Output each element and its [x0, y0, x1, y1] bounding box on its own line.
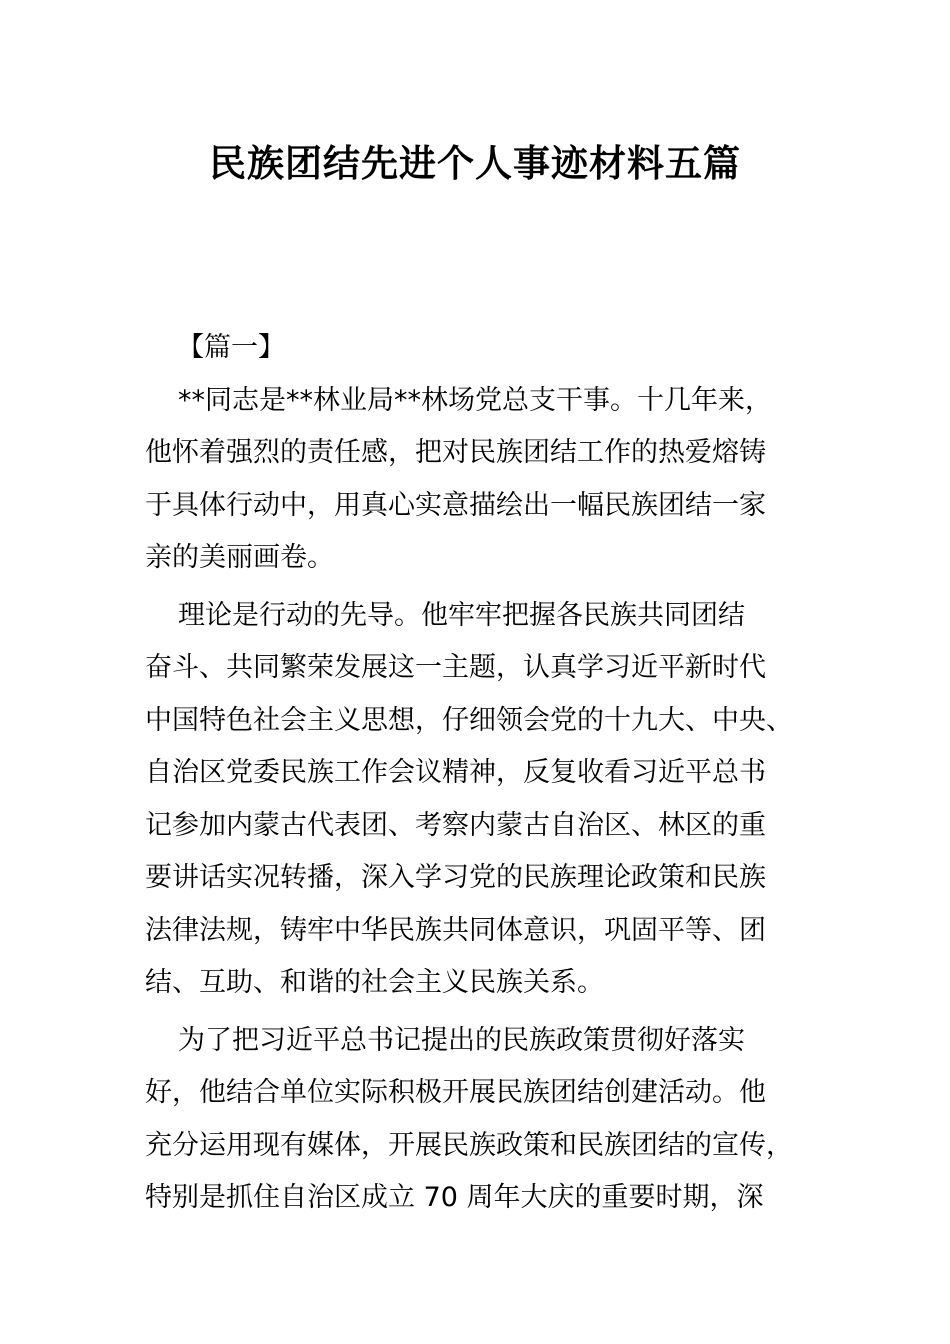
text-line: 结、互助、和谐的社会主义民族关系。	[145, 967, 604, 998]
paragraph-3	[145, 1015, 825, 1225]
text-line: 为了把习近平总书记提出的民族政策贯彻好落实	[178, 1024, 745, 1056]
text-line: 奋斗、共同繁荣发展这一主题，认真学习近平新时代	[145, 652, 766, 683]
text-line: 亲的美丽画卷。	[145, 542, 334, 573]
text-line: 特别是抓住自治区成立 70 周年大庆的重要时期，深	[145, 1182, 764, 1213]
text-line: 记参加内蒙古代表团、考察内蒙古自治区、林区的重	[145, 809, 766, 841]
document-body	[145, 322, 825, 1230]
text-line: 于具体行动中，用真心实意描绘出一幅民族团结一家	[145, 489, 766, 521]
text-line: 理论是行动的先导。他牢牢把握各民族共同团结	[178, 599, 745, 631]
document-title: 民族团结先进个人事迹材料五篇	[209, 142, 741, 185]
paragraph-2	[145, 590, 825, 1010]
text-line: 法律法规，铸牢中华民族共同体意识，巩固平等、团	[145, 914, 766, 946]
text-line: 中国特色社会主义思想，仔细领会党的十九大、中央、	[145, 704, 793, 736]
section-heading: 【篇一】	[177, 332, 285, 363]
text-line: 要讲话实况转播，深入学习党的民族理论政策和民族	[145, 862, 766, 893]
paragraph-1	[145, 375, 825, 585]
text-line: 好，他结合单位实际积极开展民族团结创建活动。他	[145, 1077, 766, 1108]
text-line: **同志是**林业局**林场党总支干事。十几年来，	[178, 384, 772, 416]
text-line: 充分运用现有媒体，开展民族政策和民族团结的宣传，	[145, 1129, 793, 1161]
text-line: 他怀着强烈的责任感，把对民族团结工作的热爱熔铸	[145, 437, 766, 468]
text-line: 自治区党委民族工作会议精神，反复收看习近平总书	[145, 757, 766, 788]
